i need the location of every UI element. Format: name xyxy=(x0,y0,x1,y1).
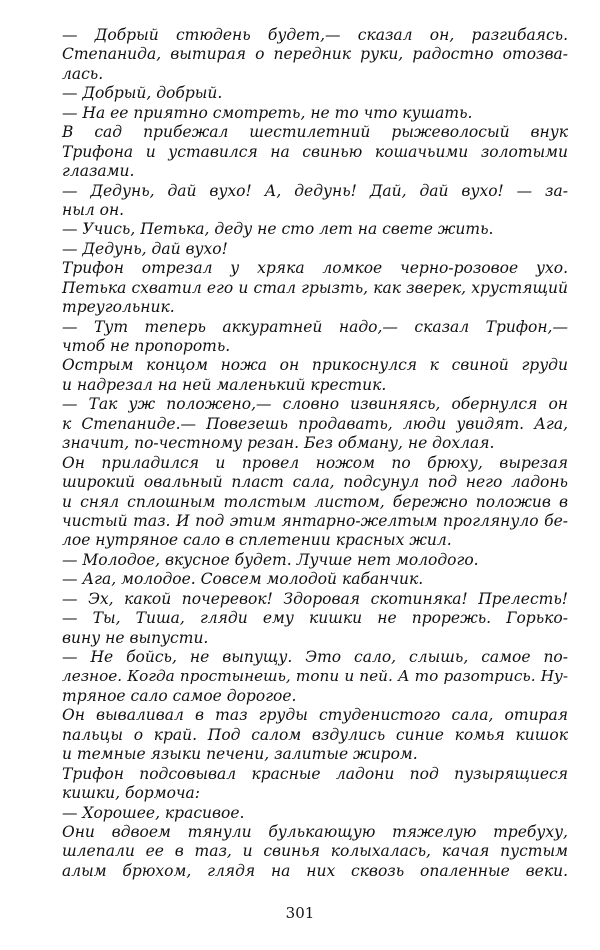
text-line-30: — Эх, какой почеревок! Здоровая скотиняка! Прелесть! xyxy=(62,589,568,608)
text-line-40: кишки, бормоча: xyxy=(62,784,201,803)
text-line-18: Острым концом ножа он прикоснулся к свиной груди xyxy=(62,356,568,375)
text-line-20: — Так уж положено,— словно извиняясь, обернулся он xyxy=(62,395,568,414)
text-line-15: треугольник. xyxy=(62,298,175,317)
text-line-3: лась. xyxy=(62,64,104,83)
text-line-28: — Молодое, вкусное будет. Лучше нет молодого. xyxy=(62,550,479,569)
text-line-4: — Добрый, добрый. xyxy=(62,84,223,103)
page-number: 301 xyxy=(285,904,315,922)
text-line-26: чистый таз. И под этим янтарно-желтым проглянуло бе- xyxy=(62,511,568,530)
text-line-39: Трифон подсовывал красные ладони под пузырящиеся xyxy=(62,764,568,783)
text-line-5: — На ее приятно смотреть, не то что кушать. xyxy=(62,103,473,122)
text-line-36: Он вываливал в таз груды студенистого сала, отирая xyxy=(62,706,568,725)
text-line-29: — Ага, молодое. Совсем молодой кабанчик. xyxy=(62,570,424,589)
text-line-12: — Дедунь, дай вухо! xyxy=(62,239,228,258)
text-line-34: лезное. Когда простынешь, топи и пей. А то разотрись. Ну- xyxy=(62,667,568,686)
text-line-22: значит, по-честному резан. Без обману, не дохлая. xyxy=(62,434,495,453)
text-line-13: Трифон отрезал у хряка ломкое черно-розовое ухо. xyxy=(62,259,568,278)
text-line-38: и темные языки печени, залитые жиром. xyxy=(62,745,418,764)
text-line-14: Петька схватил его и стал грызть, как зверек, хрустящий xyxy=(62,278,568,297)
text-line-25: и снял сплошным толстым листом, бережно положив в xyxy=(62,492,568,511)
text-line-33: — Не бойсь, не выпущу. Это сало, слышь, самое по- xyxy=(62,648,568,666)
text-line-8: глазами. xyxy=(62,162,135,181)
text-line-23: Он приладился и провел ножом по брюху, вырезая xyxy=(62,453,568,472)
page-text xyxy=(62,26,568,881)
text-line-1: — Добрый стюдень будет,— сказал он, разгибаясь. xyxy=(62,26,568,44)
text-line-17: чтоб не пропороть. xyxy=(62,337,231,355)
text-line-31: — Ты, Тиша, гляди ему кишки не прорежь. Горько- xyxy=(62,609,568,628)
text-line-43: шлепали ее в таз, и свинья колыхалась, качая пустым xyxy=(62,842,568,861)
text-line-16: — Тут теперь аккуратней надо,— сказал Трифон,— xyxy=(62,317,568,336)
text-line-7: Трифона и уставился на свинью кошачьими золотыми xyxy=(62,142,568,161)
text-line-41: — Хорошее, красивое. xyxy=(62,803,245,822)
text-line-10: ныл он. xyxy=(62,200,125,219)
text-line-11: — Учись, Петька, деду не сто лет на свете жить. xyxy=(62,220,494,239)
text-line-27: лое нутряное сало в сплетении красных жил. xyxy=(62,531,452,550)
text-line-24: широкий овальный пласт сала, подсунул под него ладонь xyxy=(62,473,568,492)
text-line-44: алым брюхом, глядя на них сквозь опаленные веки. xyxy=(62,861,568,880)
text-line-9: — Дедунь, дай вухо! А, дедунь! Дай, дай вухо! — за- xyxy=(62,181,568,200)
text-line-42: Они вдвоем тянули булькающую тяжелую требуху, xyxy=(62,822,568,841)
text-line-6: В сад прибежал шестилетний рыжеволосый внук xyxy=(62,123,568,142)
text-line-35: тряное сало самое дорогое. xyxy=(62,686,297,705)
text-line-2: Степанида, вытирая о передник руки, радостно отозва- xyxy=(62,45,568,64)
text-line-32: вину не выпусти. xyxy=(62,628,209,647)
text-line-37: пальцы о край. Под салом вздулись синие комья кишок xyxy=(62,725,568,744)
text-line-19: и надрезал на ней маленький крестик. xyxy=(62,375,387,394)
text-line-21: к Степаниде.— Повезешь продавать, люди увидят. Ага, xyxy=(62,414,568,433)
